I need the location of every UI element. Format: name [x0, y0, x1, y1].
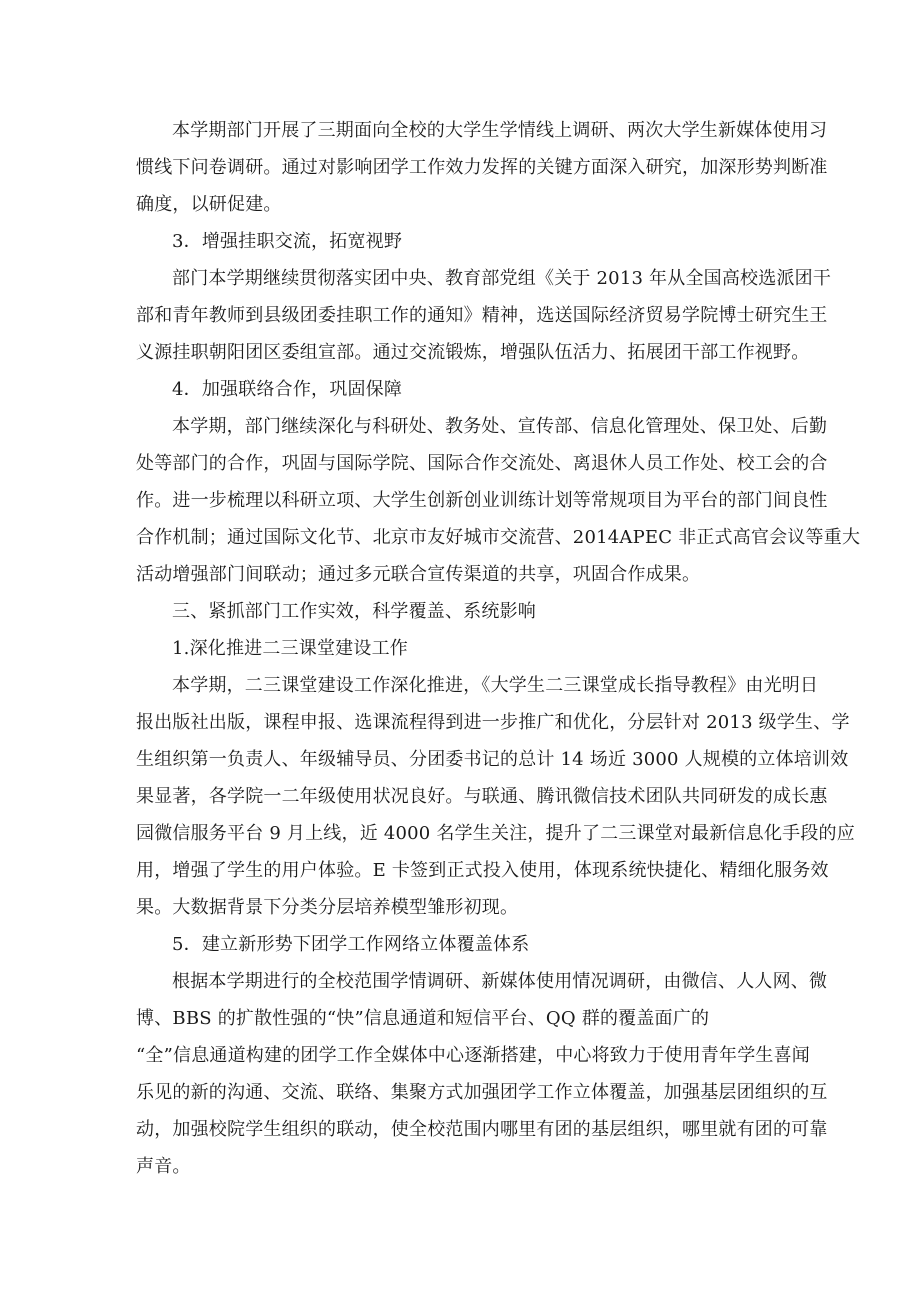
paragraph-line: 声音。 [136, 1156, 191, 1177]
section-title: 三、紧抓部门工作实效，科学覆盖、系统影响 [172, 601, 536, 622]
paragraph-line: 报出版社出版，课程申报、选课流程得到进一步推广和优化，分层针对 2013 级学生、学 [136, 712, 850, 733]
paragraph-line: 果显著，各学院一二年级使用状况良好。与联通、腾讯微信技术团队共同研发的成长惠 [136, 786, 828, 807]
paragraph-line: 生组织第一负责人、年级辅导员、分团委书记的总计 14 场近 3000 人规模的立体培训效 [136, 749, 849, 770]
section-heading-5: 5．建立新形势下团学工作网络立体覆盖体系 [172, 934, 530, 955]
paragraph-line: 动，加强校院学生组织的联动，使全校范围内哪里有团的基层组织，哪里就有团的可靠 [136, 1119, 828, 1140]
paragraph-line: 本学期，二三课堂建设工作深化推进，《大学生二三课堂成长指导教程》由光明日 [172, 675, 819, 696]
paragraph-line: 义源挂职朝阳团区委组宣部。通过交流锻炼，增强队伍活力、拓展团干部工作视野。 [136, 342, 810, 363]
paragraph-line: 乐见的新的沟通、交流、联络、集聚方式加强团学工作立体覆盖，加强基层团组织的互 [136, 1082, 828, 1103]
section-heading-4: 4．加强联络合作，巩固保障 [172, 379, 403, 400]
paragraph-line: 根据本学期进行的全校范围学情调研、新媒体使用情况调研，由微信、人人网、微 [172, 971, 828, 992]
paragraph-line: 用，增强了学生的用户体验。E 卡签到正式投入使用，体现系统快捷化、精细化服务效 [136, 860, 829, 881]
paragraph-line: 处等部门的合作，巩固与国际学院、国际合作交流处、离退休人员工作处、校工会的合 [136, 453, 828, 474]
paragraph-line: 部门本学期继续贯彻落实团中央、教育部党组《关于 2013 年从全国高校选派团干 [172, 268, 832, 289]
paragraph-line: “全”信息通道构建的团学工作全媒体中心逐渐搭建，中心将致力于使用青年学生喜闻 [136, 1045, 811, 1066]
paragraph-line: 果。大数据背景下分类分层培养模型雏形初现。 [136, 897, 519, 918]
paragraph-line: 博、BBS 的扩散性强的“快”信息通道和短信平台、QQ 群的覆盖面广的 [136, 1008, 710, 1029]
paragraph-line: 本学期部门开展了三期面向全校的大学生学情线上调研、两次大学生新媒体使用习 [172, 120, 828, 141]
paragraph-line: 惯线下问卷调研。通过对影响团学工作效力发挥的关键方面深入研究，加深形势判断准 [136, 157, 828, 178]
paragraph-line: 确度，以研促建。 [136, 194, 282, 215]
paragraph-line: 本学期，部门继续深化与科研处、教务处、宣传部、信息化管理处、保卫处、后勤 [172, 416, 828, 437]
paragraph-line: 合作机制；通过国际文化节、北京市友好城市交流营、2014APEC 非正式高官会议等重大 [136, 527, 861, 548]
section-heading-3: 3．增强挂职交流，拓宽视野 [172, 231, 403, 252]
paragraph-line: 作。进一步梳理以科研立项、大学生创新创业训练计划等常规项目为平台的部门间良性 [136, 490, 828, 511]
paragraph-line: 活动增强部门间联动；通过多元联合宣传渠道的共享，巩固合作成果。 [136, 564, 701, 585]
section-heading-1: 1.深化推进二三课堂建设工作 [172, 638, 408, 659]
paragraph-line: 部和青年教师到县级团委挂职工作的通知》精神，选送国际经济贸易学院博士研究生王 [136, 305, 828, 326]
paragraph-line: 园微信服务平台 9 月上线，近 4000 名学生关注，提升了二三课堂对最新信息化手段的应 [136, 823, 855, 844]
